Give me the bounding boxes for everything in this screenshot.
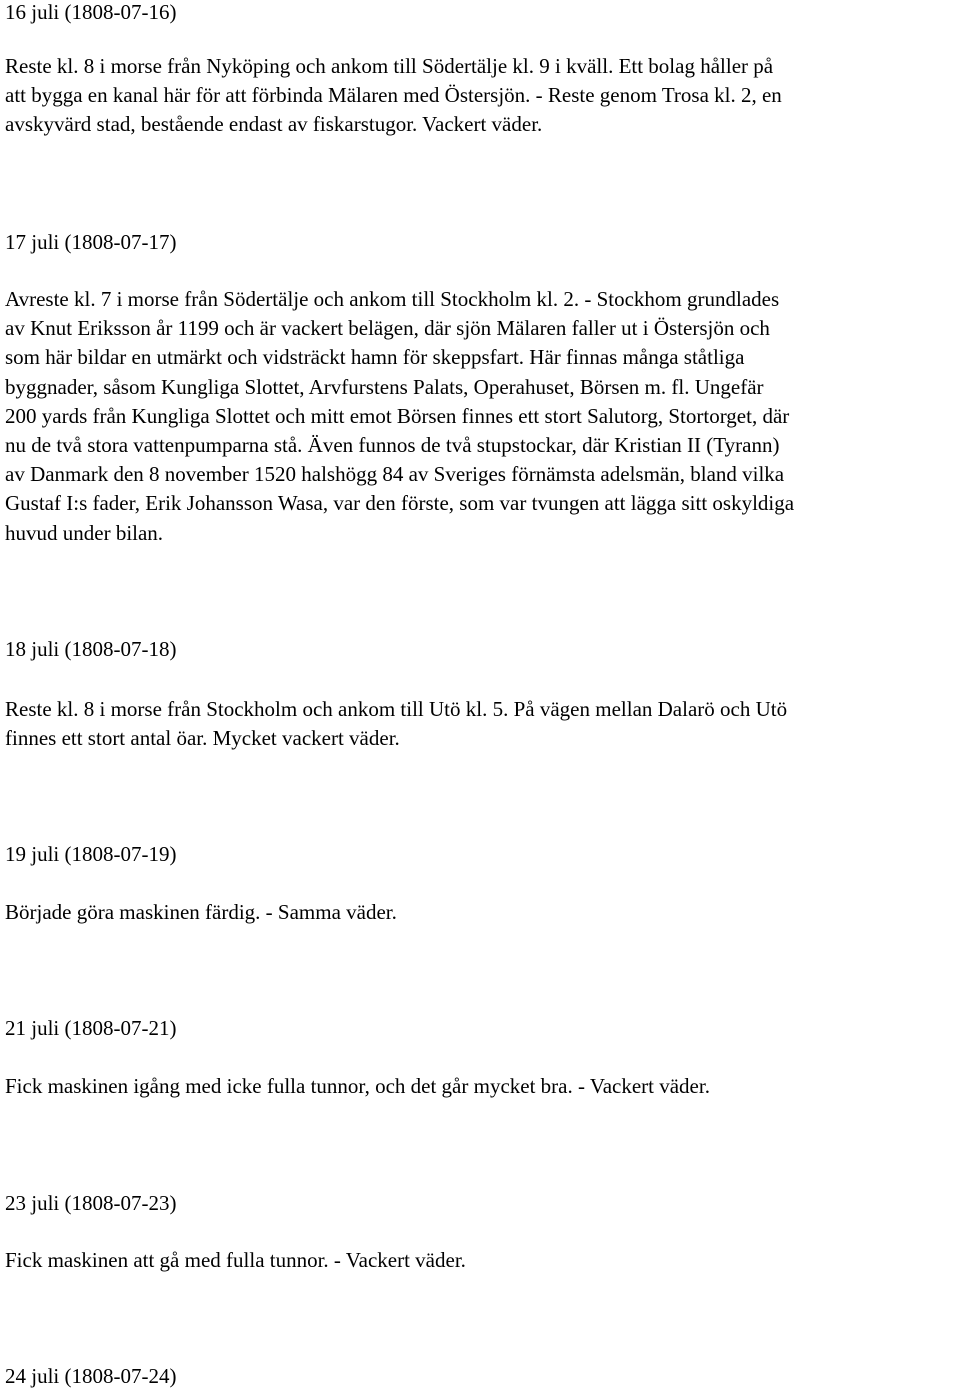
entry-date: 21 juli (1808-07-21) (5, 1016, 177, 1040)
entry-date: 16 juli (1808-07-16) (5, 0, 177, 24)
text-line: 200 yards från Kungliga Slottet och mitt emot Börsen finnes ett stort Salutorg, Stortorget, där (5, 403, 790, 428)
diary-entry (5, 635, 957, 753)
text-line: Reste kl. 8 i morse från Nyköping och ankom till Södertälje kl. 9 i kväll. Ett bolag håller på (5, 54, 774, 78)
diary-entry (5, 1189, 957, 1275)
entry-text (5, 695, 957, 753)
text-line: Reste kl. 8 i morse från Stockholm och ankom till Utö kl. 5. På vägen mellan Dalarö och Utö (5, 697, 788, 721)
text-line: byggnader, såsom Kungliga Slottet, Arvfurstens Palats, Operahuset, Börsen m. fl. Ungefär (5, 374, 764, 399)
entry-date: 18 juli (1808-07-18) (5, 637, 177, 661)
entry-date: 23 juli (1808-07-23) (5, 1191, 177, 1215)
text-line: avskyvärd stad, bestående endast av fiskarstugor. Vackert väder. (5, 112, 543, 137)
entry-text (5, 285, 957, 548)
text-line: av Danmark den 8 november 1520 halshögg 84 av Sveriges förnämsta adelsmän, bland vilka (5, 462, 785, 487)
text-line: att bygga en kanal här för att förbinda Mälaren med Östersjön. - Reste genom Trosa kl. 2, en (5, 83, 782, 108)
text-line: Fick maskinen igång med icke fulla tunnor, och det går mycket bra. - Vackert väder. (5, 1074, 710, 1098)
entry-date: 24 juli (1808-07-24) (5, 1364, 177, 1388)
entry-text (5, 1246, 957, 1275)
entry-text (5, 898, 957, 927)
diary-entry (5, 228, 957, 548)
text-line: som här bildar en utmärkt och vidsträckt hamn för skeppsfart. Här finnas många ståtliga (5, 345, 745, 370)
text-line: av Knut Eriksson år 1199 och är vackert belägen, där sjön Mälaren faller ut i Östersjön och (5, 316, 770, 341)
text-line: Fick maskinen att gå med fulla tunnor. - Vackert väder. (5, 1248, 466, 1272)
text-line: huvud under bilan. (5, 520, 164, 545)
text-line: nu de två stora vattenpumparna stå. Även funnos de två stupstockar, där Kristian II (Tyrann) (5, 433, 780, 458)
text-line: Började göra maskinen färdig. - Samma väder. (5, 900, 397, 924)
entry-text (5, 52, 957, 140)
diary-entry (5, 840, 957, 927)
diary-entry (5, 1362, 957, 1391)
diary-entry (5, 1014, 957, 1101)
entry-date: 17 juli (1808-07-17) (5, 230, 177, 254)
text-line: finnes ett stort antal öar. Mycket vackert väder. (5, 726, 400, 751)
text-line: Gustaf I:s fader, Erik Johansson Wasa, var den förste, som var tvungen att lägga sitt oskyldiga (5, 491, 795, 516)
diary-entry (5, 0, 957, 140)
entry-text (5, 1072, 957, 1101)
text-line: Avreste kl. 7 i morse från Södertälje och ankom till Stockholm kl. 2. - Stockhom grundlades (5, 287, 780, 311)
entry-date: 19 juli (1808-07-19) (5, 842, 177, 866)
